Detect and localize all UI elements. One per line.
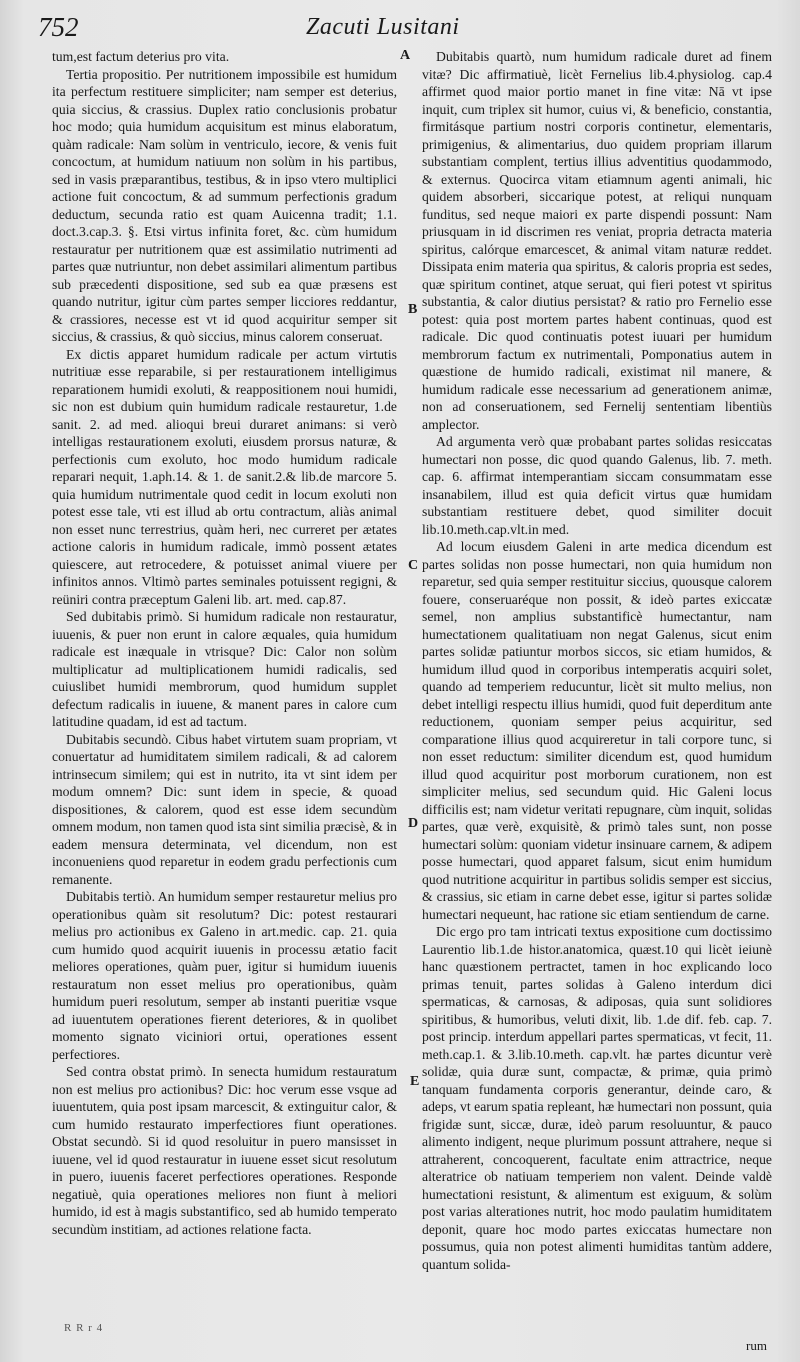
left-column [52, 48, 397, 1238]
running-title: Zacuti Lusitani [306, 14, 460, 40]
paragraph: Dubitabis secundò. Cibus habet virtutem suam propriam, vt conuertatur ad humiditatem similem radicali, & ad calorem intrinsecum similem; qui est in nutrito, ita vt sint idem per modum omnem? Dic: sunt idem in specie, & quoad dispositiones, & calorem, quod est esse idem secundùm omnem modum, non tamen quod ista sint similia præcisè, & in eadem mensura determinata, vel dicendum, non est inconueniens quod reparetur in eodem gradu perfectionis cum remanente. [52, 731, 397, 887]
page-header [0, 10, 800, 46]
margin-letter-b: B [408, 302, 418, 317]
paragraph: Dubitabis quartò, num humidum radicale duret ad finem vitæ? Dic affirmatiuè, licèt Fernelius lib.4.physiolog. cap.4 affirmet quod maior portio manet in fine vitæ: Nā vt ipse inquit, cum triplex sit humor, cuius vi, & beneficio, constantia, firmitásque partium nostri corporis continetur, elementaris, primigenius, & alimentarius, duo quidem propriam illarum substantiam complent, tertius illius adventitius quodammodo, & externus. Quocirca vitam etiamnum agenti animali, hic quidem absorberi, siccarique potest, at reliqui nunquam funditus, sed neque maiori ex parte dispendi possunt: Nam priusquam in id discrimen res veniat, propria detracta materia spiritus, calórque emarcescet, & animal vitam naturæ reddet. Dissipata enim materia qua spiritus, & caloris propria est sedes, quæ spiritum continet, atque seruat, qui fieri potest vt spiritus substantia, & calor diutius persistat? & ratio pro Fernelio esse potest: quia post mortem partes habent continuas, quod est radicale. Dic quod continuatis potest iuuari per humidum membrorum factum ex nutrimentali, Pomponatius autem in quæstione de humido radicali, existimat nil manere, & humidum radicale esse necessarium ad generationem animæ, non ad conseruationem, sed Fernelij sententiam libentiùs amplector. [422, 49, 772, 432]
right-column [422, 48, 772, 1273]
margin-letter-c: C [408, 558, 419, 573]
paragraph: Ad locum eiusdem Galeni in arte medica dicendum est partes solidas non posse humectari, non quia humidum non reparetur, sed quia semper restituitur siccius, quousque calorem fouere, conseruaréque non possit, & ideò partes exiccatæ semel, non amplius substantificè humectantur, nam humectationem qualitatiuam non negat Galenus, sicut enim partes solidæ patiuntur morbos siccos, sic etiam humidos, & humidum illud quod in corporibus intemperatis acquiri solet, quando ad temperiem reducuntur, licèt sit multo melius, non debet intelligi respectu illius humidi, quod fuit deperditum ante reductionem, quoniam semper peius acquiritur, sed comparatione illius quod acquireretur in tali corpore tunc, si non esset reductum: similiter dicendum est, quod humidum illud quod acquiritur post morborum curationem, non est simpliciter melius, sed secundum quid. Hic Galeni locus difficilis est; nam videtur veritati repugnare, cùm inquit, solidas partes, quæ verè, exquisitè, & primò tales sunt, non posse humectari solùm: quoniam videtur insinuare carnem, & adipem posse humectari, quod apparet falsum, sicut enim humidum quod nutritione acquiritur in partibus solidis semper est siccius, & crassius, sic etiam in carne debet esse, igitur si partes solidæ humectari nequeunt, hac ratione sic etiam sentiendum de carne. [422, 539, 772, 922]
catchword: rum [746, 1338, 767, 1353]
paragraph: Ad argumenta verò quæ probabant partes solidas resiccatas humectari non posse, dic quod quando Galenus, lib. 7. meth. cap. 6. affirmat intemperantiam siccam consummatam esse insanabilem, illud est quia deficit virtus quæ humidam substantiam restituere debet, quod similiter docuit lib.10.meth.cap.vlt.in med. [422, 434, 772, 537]
margin-letter-e: E [410, 1074, 420, 1089]
paragraph: tum,est factum deterius pro vita. [52, 49, 230, 64]
page-number: 752 [38, 12, 79, 42]
paragraph: Ex dictis apparet humidum radicale per actum virtutis nutritiuæ esse reparabile, si per restaurationem intelligimus reparationem humidi exoluti, & reappositionem noui humidi, sic non est dubium quin humidum radicale restauretur, 1.de sanit. 2. ad med. alioqui breui duraret animans: si verò intelligas restaurationem exoluti, eiusdem prorsus naturæ, & perfectionis cum exoluto, hoc modo humidum radicale reparari nequit, 1.aph.14. & 1. de sanit.2.& lib.de marcore 5. quia humidum nutrimentale quod cedit in locum exoluti non potest esse tale, vti est illud ab ortu contractum, aliàs animal non esset nunc terrestrius, quàm heri, nec curreret per ætates actione caloris in humidum radicale, immò possent ætates quiescere, aut retrocedere, & potuisset animal viuere per infinitos annos. Vltimò partes seminales potuissent regigni, & reüniri contra præceptum Galeni lib. art. med. cap.87. [52, 346, 397, 607]
paragraph: Dubitabis tertiò. An humidum semper restauretur melius pro operationibus quàm sit resolutum? Dic: potest restaurari melius pro actionibus ex Galeno in art.medic. cap. 21. quia cum humido quod acquirit iuuenis in processu ætatio facit meliores operationes, quàm puer, igitur si humidum iuuenis restauratum non esset melius pro operationibus, quàm humidum pueri resolutum, semper ab instanti pueritiæ vsque ad iuuentutem operationes fierent deteriores, & in quolibet momento signato viciniori ortui, operationes essent perfectiores. [52, 889, 397, 1062]
paragraph: Dic ergo pro tam intricati textus expositione cum doctissimo Laurentio lib.1.de histor.anatomica, quæst.10 qui licèt ieiunè hanc quæstionem pertractet, tamen in hoc explicando loco primas tenuit, partes solidas à Galeno interdum dici spermaticas, & carnosas, & adiposas, quia sunt solidiores spiritibus, & humoribus, veluti dixit, lib. 1.de dif. feb. cap. 7. post princip. interdum appellari partes spermaticas, vt fecit, 11. meth.cap.1. & 3.lib.10.meth. cap.vlt. hæ partes dicuntur verè solidæ, quia duræ sunt, compactæ, & primæ, quia primò tanquam fundamenta corporis generantur, deinde caro, & adeps, vt earum spatia repleant, hæ humectari non possunt, quia frigidæ sunt, siccæ, duræ, ideò parum resoluuntur, & pauco alimento indigent, neque plurimum possunt attrahere, neque si attraherent, concoquerent, facultate enim attractrice, neque alteratrice ob natiuam temperiem non valent. Deinde valdè humectationi resistunt, & alimentum est exiguum, & solùm post varias alterationes nutrit, hoc modo paulatim humiditatem deponit, quare hoc modo partes exiccatas humectare non possumus, quia non potest alimenti humiditas tantùm addere, quantum solida- [422, 924, 772, 1272]
paragraph: Tertia propositio. Per nutritionem impossibile est humidum ita perfectum restituere simpliciter; nam semper est deterius, quia siccius, & crassius. Duplex ratio conclusionis probatur hoc modo; quia humidum acquisitum est minus elaboratum, quàm radicale: Nam solùm in ventriculo, iecore, & venis fuit concoctum, at humidum natiuum non solùm in his partibus, sed in vasis præparantibus, testibus, & in ipso vtero multiplici actione fuit concoctum, & ad summum perfectionis gradum deductum, secunda ratio est quam Auicenna tradit; 1.1. doct.3.cap.3. §. Etsi virtus infinita foret, &c. cùm humidum restauratur per nutritionem quæ est assimilatio nutrimenti ad partes quæ nutriuntur, non debet assimilari alimentum partibus sub præcedenti dispositione, sed sub ea quæ præsens est quando nutritur, igitur cùm partes semper licciores reddantur, & crassiores, necesse est vt id quod acquiritur semper sit siccius, & crassius, & quò siccius, minus calorem conseruat. [52, 66, 397, 344]
signature-mark: R R r 4 [64, 1322, 104, 1334]
paragraph: Sed contra obstat primò. In senecta humidum restauratum non est melius pro actionibus? Dic: hoc verum esse vsque ad iuuentutem, quia post ipsam marcescit, & extinguitur calor, & cum humido restaurato imperfectiores fiunt operationes. Obstat secundò. Si id quod resoluitur in puero mansisset in iuuene, vel id quod restauratur in iuuene esset sicut resolutum in puero, iuuenis faceret perfectiores operationes. Responde negatiuè, quia operationes meliores non fiunt à meliori humido, id est à magis substantifico, sed ab humido temperato secundùm institiam, ad actiones relatione facta. [52, 1064, 397, 1237]
paragraph: Sed dubitabis primò. Si humidum radicale non restauratur, iuuenis, & puer non erunt in calore æquales, quia humidum radicale est inæquale in vtrisque? Dic: Calor non solùm multiplicatur ad multiplicationem humidi radicalis, sed cuiuslibet humidi membrorum, quod humidum supplet defectum radicalis in iuuene, & manent pares in calore cum latitudine quadam, id est ad tactum. [52, 609, 397, 729]
margin-letter-a: A [400, 48, 411, 63]
margin-letter-d: D [408, 816, 419, 831]
